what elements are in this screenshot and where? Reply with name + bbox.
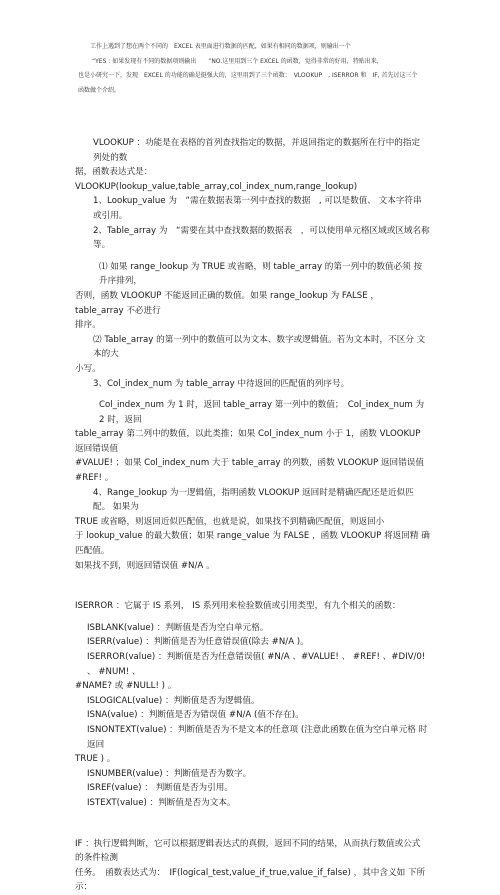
vlookup-note: 排序。 (75, 320, 101, 331)
is-function-item: ISNONTEXT(value) ：判断值是否为不是文本的任意项 (注意此函数在值为空白单元格 时返回 (87, 724, 428, 750)
intro-line: 工作上遇到了想在两个不同的 EXCEL 表里面进行数据的匹配，如果有相同的数据项，则输出一个 (90, 43, 351, 50)
intro-line: 也是小研究一下，发现 EXCEL 的功能的确是挺强大的，这里用到了三个函数： VLOOKUP , ISERROR 和 IF, 首先讨这三个 (78, 72, 418, 79)
if-description: IF ：执行逻辑判断，它可以根据逻辑表达式的真假，返回不同的结果，从而执行数值或公式 的条件检测 (75, 838, 421, 864)
vlookup-param: 4、Range_lookup 为一逻辑值，指明函数 VLOOKUP 返回时是精确匹配还是近似匹配。 如果为 (93, 487, 414, 513)
intro-line: “YES : 如果发现有不同的数据项则输出 ”NO.这里用到三个 EXCEL 的函数，觉得非常的好用，特贴出来， (92, 57, 383, 65)
is-function-item: #NAME? 或 #NULL! ) 。 (75, 681, 177, 692)
is-function-item: ISREF(value) ： 判断值是否为引用。 (87, 783, 233, 794)
is-function-item: ISTEXT(value) ：判断值是否为文本。 (87, 797, 236, 808)
is-function-item: ISLOGICAL(value) ：判断值是否为逻辑值。 (87, 695, 260, 706)
is-function-item: ISERR(value) ：判断值是否为任意错误值(除去 #N/A )。 (87, 637, 309, 648)
intro-paragraph (78, 40, 438, 98)
vlookup-note: table_array 第二列中的数值，以此类推；如果 Col_index_num 小于 1，函数 VLOOKUP 返回错误值 (75, 429, 421, 454)
is-function-item: TRUE ) 。 (75, 754, 116, 765)
vlookup-note: 于 lookup_value 的最大数值；如果 range_value 为 FALSE ，函数 VLOOKUP 将返回精 确匹配值。 (75, 531, 430, 557)
is-function-item: ISERROR(value) ：判断值是否为任意错误值( #N/A 、#VALUE! 、 #REF! 、#DIV/0! 、 #NUM! 、 (87, 652, 426, 677)
is-function-item: ISBLANK(value) ：判断值是否为空白单元格。 (87, 622, 269, 633)
vlookup-intro: 据，函数表达式是： (75, 167, 153, 178)
intro-line: 函数做个介绍。 (78, 86, 121, 94)
vlookup-note: ⑴ 如果 range_lookup 为 TRUE 或省略，则 table_array 的第一列中的数值必须 按升序排列， (99, 261, 423, 287)
vlookup-note: TRUE 或省略，则返回近似匹配值，也就是说，如果找不到精确匹配值，则返回小 (75, 516, 385, 527)
vlookup-note: 如果找不到，则返回错误值 #N/A 。 (75, 560, 215, 571)
vlookup-intro: VLOOKUP ：功能是在表格的首列查找指定的数据，并返回指定的数据所在行中的指定 列处的数 (93, 138, 429, 163)
vlookup-syntax: VLOOKUP(lookup_value,table_array,col_index_num,range_lookup) (75, 181, 358, 192)
if-description: 任务。 函数表达式为： IF(logical_test,value_if_true,value_if_false) ，其中含义如 下所示： (75, 867, 426, 893)
vlookup-note: 小写。 (75, 363, 101, 374)
vlookup-param: 3、Col_index_num 为 table_array 中待返回的匹配值的列序号。 (93, 378, 350, 389)
is-function-item: ISNA(value) ：判断值是否为错误值 #N/A (值不存在)。 (87, 710, 304, 721)
vlookup-param: 2、Table_array 为 “需要在其中查找数据的数据表 ，可以使用单元格区域或区域名称等。 (93, 225, 430, 251)
vlookup-note: 否则，函数 VLOOKUP 不能返回正确的数值。如果 range_lookup 为 FALSE ， table_array 不必进行 (75, 290, 379, 316)
vlookup-note: Col_index_num 为 1 时，返回 table_array 第一列中的数值； Col_index_num 为 2 时，返回 (99, 400, 425, 425)
main-content (75, 136, 430, 895)
vlookup-note: ⑵ Table_array 的第一列中的数值可以为文本、数字或逻辑值。若为文本时，不区分 文本的大 (93, 334, 426, 360)
vlookup-note: #VALUE! ；如果 Col_index_num 大于 table_array 的列数，函数 VLOOKUP 返回错误值 #REF! 。 (75, 458, 424, 484)
vlookup-param: 1、Lookup_value 为 “需在数据表第一列中查找的数据 , 可以是数值、 文本字符串或引用。 (93, 196, 422, 221)
is-function-item: ISNUMBER(value) ：判断值是否为数字。 (87, 768, 252, 779)
iserror-intro: ISERROR ：它属于 IS 系列， IS 系列用来检验数值或引用类型，有九个相关的函数： (75, 601, 401, 612)
